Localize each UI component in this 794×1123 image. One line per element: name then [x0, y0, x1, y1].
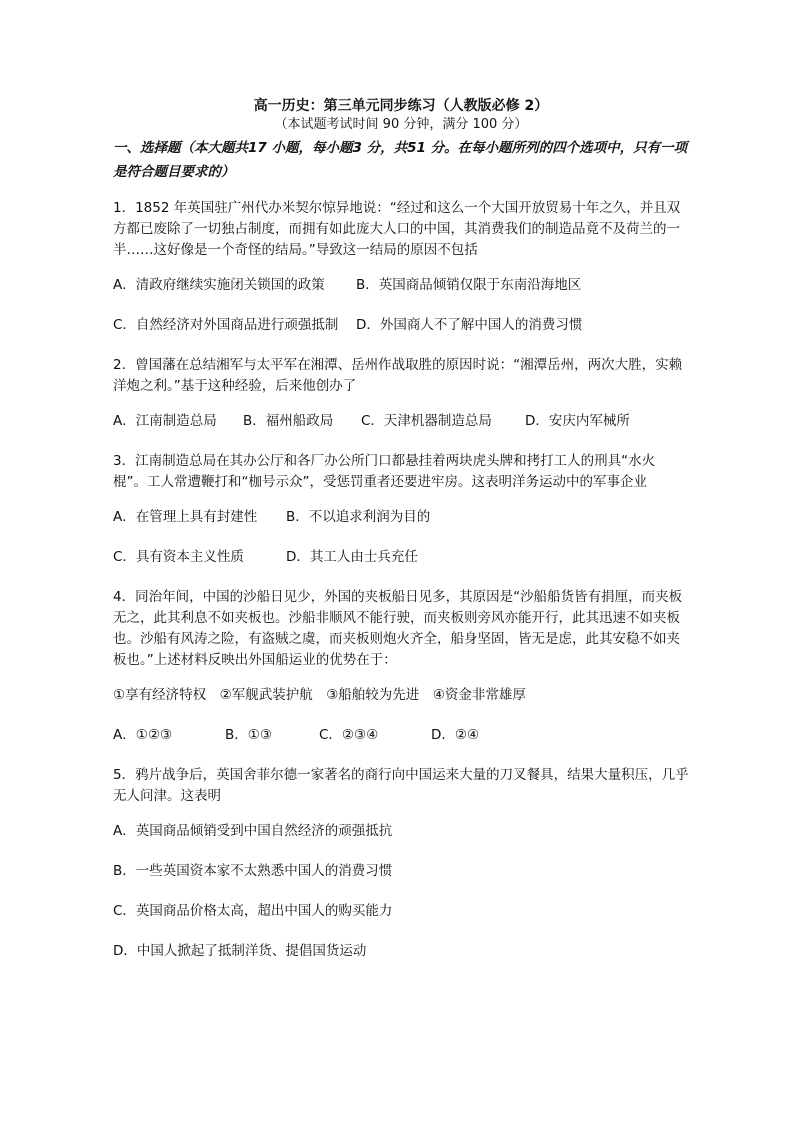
- option-d: D．安庆内军械所: [525, 413, 630, 429]
- question-3: [113, 451, 689, 568]
- option-c: C．天津机器制造总局: [361, 413, 492, 429]
- question-stem: 4．同治年间，中国的沙船日见少，外国的夹板船日见多，其原因是“沙船船货皆有捐厘，而夹板无之，此其利息不如夹板也。沙船非顺风不能行驶，而夹板则旁风亦能开行，此其迅速不如夹板也。沙船有风涛之险，有盗贼之虞，而夹板则炮火齐全，船身坚固，皆无是虑，此其安稳不如夹板也。”上述材料反映出外国船运业的优势在于：: [113, 589, 683, 668]
- question-5: [113, 765, 689, 962]
- option-c: C．具有资本主义性质: [113, 549, 244, 565]
- numbered-statements: ①享有经济特权 ②军舰武装护航 ③船舶较为先进 ④资金非常雄厚: [113, 687, 526, 703]
- section-heading: 一、选择题（本大题共17 小题，每小题3 分，共51 分。在每小题所列的四个选项中，只有一项是符合题目要求的）: [113, 140, 688, 180]
- option-b: B．不以追求利润为目的: [286, 509, 431, 525]
- option-row: [113, 275, 689, 296]
- option-b: B．一些英国资本家不太熟悉中国人的消费习惯: [113, 863, 393, 879]
- question-stem: 1．1852 年英国驻广州代办米契尔惊异地说：“经过和这么一个大国开放贸易十年之久，并且双方都已废除了一切独占制度，而拥有如此庞大人口的中国，其消费我们的制造品竟不及荷兰的一半……这好像是一个奇怪的结局。”导致这一结局的原因不包括: [113, 200, 681, 258]
- document-subtitle: （本试题考试时间 90 分钟，满分 100 分）: [274, 117, 528, 132]
- option-d: D．其工人由士兵充任: [286, 549, 418, 565]
- option-row: [113, 507, 689, 528]
- document-page: [113, 96, 689, 981]
- option-row: [113, 725, 689, 746]
- question-stem: 2．曾国藩在总结湘军与太平军在湘潭、岳州作战取胜的原因时说：“湘潭岳州，两次大胜，实赖洋炮之利。”基于这种经验，后来他创办了: [113, 357, 683, 394]
- option-a: A．江南制造总局: [113, 413, 217, 429]
- option-c: C．自然经济对外国商品进行顽强抵制: [113, 317, 339, 333]
- option-c: C．②③④: [319, 727, 379, 743]
- option-d: D．②④: [431, 727, 480, 743]
- question-4: [113, 587, 689, 746]
- option-c: C．英国商品价格太高，超出中国人的购买能力: [113, 903, 393, 919]
- option-d: D．中国人掀起了抵制洋货、提倡国货运动: [113, 943, 367, 959]
- option-b: B．福州船政局: [243, 413, 334, 429]
- option-row: [113, 547, 689, 568]
- option-a: A．在管理上具有封建性: [113, 509, 258, 525]
- option-row: [113, 315, 689, 336]
- document-title: 高一历史：第三单元同步练习（人教版必修 2）: [253, 98, 549, 114]
- option-b: B．英国商品倾销仅限于东南沿海地区: [356, 277, 582, 293]
- question-stem: 3．江南制造总局在其办公厅和各厂办公所门口都悬挂着两块虎头牌和拷打工人的刑具“水火棍”。工人常遭鞭打和“枷号示众”，受惩罚重者还要进牢房。这表明洋务运动中的军事企业: [113, 453, 656, 490]
- option-a: A．①②③: [113, 727, 173, 743]
- option-a: A．英国商品倾销受到中国自然经济的顽强抵抗: [113, 823, 393, 839]
- question-1: [113, 198, 689, 336]
- question-2: [113, 355, 689, 432]
- option-d: D．外国商人不了解中国人的消费习惯: [356, 317, 583, 333]
- option-a: A．清政府继续实施闭关锁国的政策: [113, 277, 325, 293]
- question-stem: 5．鸦片战争后，英国舍菲尔德一家著名的商行向中国运来大量的刀叉餐具，结果大量积压，几乎无人问津。这表明: [113, 767, 689, 804]
- option-row: [113, 411, 689, 432]
- option-b: B．①③: [225, 727, 272, 743]
